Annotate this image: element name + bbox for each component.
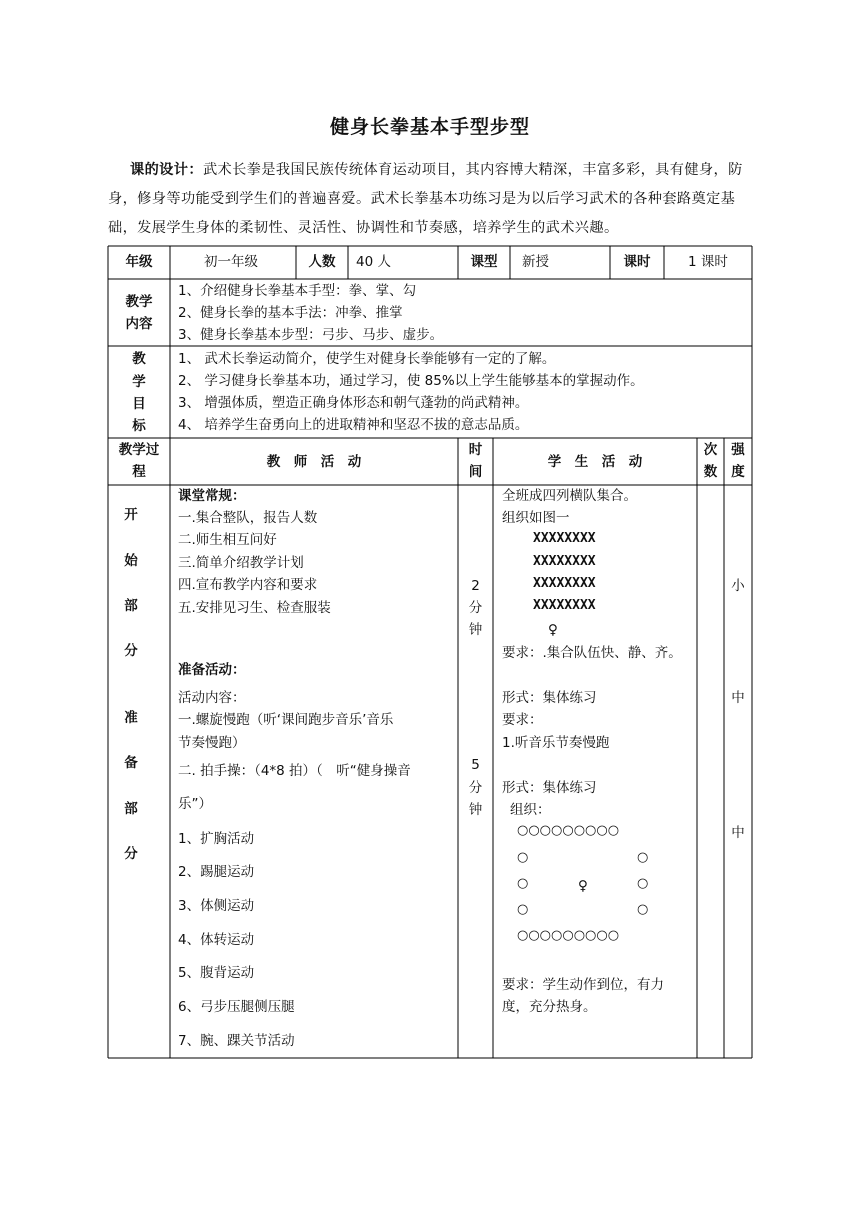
circle-formation-top: ○○○○○○○○○: [517, 823, 620, 838]
stage-char: 分: [124, 643, 138, 659]
time-1-unit-a: 分: [468, 600, 483, 616]
student-text: 形式：集体练习: [502, 690, 597, 706]
student-text: 要求：: [502, 712, 543, 728]
circle-formation-side: ○: [637, 850, 649, 865]
goals-label-char: 学: [132, 374, 146, 390]
circle-formation-side: ○: [517, 876, 529, 891]
header-times-2: 数: [703, 464, 718, 480]
header-teacher: 教 师 活 动: [266, 454, 362, 470]
stage-char: 备: [124, 755, 138, 771]
goal-item: 1、 武术长拳运动简介，使学生对健身长拳能够有一定的了解。: [178, 351, 556, 367]
routine-item: 五.安排见习生、检查服装: [178, 600, 331, 616]
header-process-2: 程: [132, 464, 146, 480]
design-text: 武术长拳是我国民族传统体育运动项目，其内容博大精深，丰富多彩，具有健身，防身，修身等功能受到学生们的普遍喜爱。武术长拳基本功练习是为以后学习武术的各种套路奠定基础，发展学生身体的柔韧性、灵活性、协调性和节奏感，培养学生的武术兴趣。: [108, 162, 743, 236]
goals-label-char: 目: [132, 396, 146, 412]
header-time-2: 间: [468, 464, 483, 480]
exercise-item: 2、踢腿运动: [178, 864, 255, 880]
content-item: 3、健身长拳基本步型：弓步、马步、虚步。: [178, 327, 444, 343]
teacher-center-symbol: ♀: [578, 878, 588, 894]
circle-formation-bottom: ○○○○○○○○○: [517, 928, 620, 943]
stage-char: 开: [124, 507, 138, 523]
goal-item: 3、 增强体质，塑造正确身体形态和朝气蓬勃的尚武精神。: [178, 395, 529, 411]
stage-char: 准: [124, 710, 138, 726]
student-text: 要求：.集合队伍快、静、齐。: [502, 645, 682, 661]
student-text: 全班成四列横队集合。: [502, 488, 637, 504]
header-process-1: 教学过: [118, 442, 160, 458]
student-text: 要求：学生动作到位，有力: [502, 977, 664, 993]
exercise-item: 7、腕、踝关节活动: [178, 1033, 295, 1049]
circle-formation-side: ○: [637, 876, 649, 891]
stage-char: 分: [124, 846, 138, 862]
stage-char: 始: [124, 553, 138, 569]
prep-item-2a: 二. 拍手操：（4*8 拍）（ 听“健身操音: [178, 763, 411, 779]
type-label: 课型: [470, 254, 498, 270]
routine-item: 三.简单介绍教学计划: [178, 555, 304, 571]
teacher-position-symbol: ♀: [548, 622, 558, 638]
time-2-unit-a: 分: [468, 780, 483, 796]
prep-title: 准备活动：: [178, 662, 246, 678]
time-1-number: 2: [471, 578, 480, 594]
prep-item-2b: 乐”）: [178, 796, 212, 812]
grade-label: 年级: [125, 254, 153, 270]
student-text: 度，充分热身。: [502, 999, 597, 1015]
header-student: 学 生 活 动: [547, 454, 643, 470]
routine-item: 二.师生相互问好: [178, 532, 277, 548]
intensity-value: 中: [731, 825, 745, 841]
hours-label: 课时: [623, 254, 651, 270]
formation-row: XXXXXXXX: [533, 554, 596, 569]
header-intensity-2: 度: [731, 464, 745, 480]
header-times-1: 次: [703, 442, 718, 458]
header-time-1: 时: [468, 442, 483, 458]
goal-item: 2、 学习健身长拳基本功，通过学习，使 85%以上学生能够基本的掌握动作。: [178, 373, 644, 389]
time-2-number: 5: [471, 757, 480, 773]
prep-content: 活动内容：: [178, 690, 246, 706]
routine-item: 四.宣布教学内容和要求: [178, 577, 318, 593]
type-value: 新授: [522, 254, 549, 270]
content-label-1: 教学: [125, 294, 153, 310]
design-label: 课的设计：: [130, 162, 203, 178]
student-text: 1.听音乐节奏慢跑: [502, 735, 610, 751]
time-2-unit-b: 钟: [468, 802, 483, 818]
goals-label-char: 教: [132, 351, 146, 367]
intensity-value: 中: [731, 690, 745, 706]
grade-value: 初一年级: [204, 254, 258, 270]
routine-item: 一.集合整队，报告人数: [178, 510, 318, 526]
prep-item-1a: 一.螺旋慢跑（听‘课间跑步音乐’音乐: [178, 712, 394, 728]
student-text: 形式：集体练习: [502, 780, 597, 796]
exercise-item: 1、扩胸活动: [178, 831, 255, 847]
circle-formation-side: ○: [637, 902, 649, 917]
formation-row: XXXXXXXX: [533, 598, 596, 613]
hours-value: 1 课时: [688, 254, 728, 270]
prep-item-1b: 节奏慢跑）: [178, 735, 246, 751]
header-intensity-1: 强: [731, 442, 745, 458]
stage-char: 部: [124, 801, 138, 817]
content-item: 2、健身长拳的基本手法：冲拳、推掌: [178, 305, 403, 321]
content-item: 1、介绍健身长拳基本手型：拳、掌、勾: [178, 283, 417, 299]
formation-row: XXXXXXXX: [533, 531, 596, 546]
intensity-value: 小: [731, 578, 745, 594]
routine-title: 课堂常规：: [178, 488, 246, 504]
count-label: 人数: [308, 254, 336, 270]
exercise-item: 5、腹背运动: [178, 965, 255, 981]
formation-row: XXXXXXXX: [533, 576, 596, 591]
stage-char: 部: [124, 598, 138, 614]
circle-formation-side: ○: [517, 850, 529, 865]
content-label-2: 内容: [125, 316, 153, 332]
exercise-item: 4、体转运动: [178, 932, 255, 948]
time-1-unit-b: 钟: [468, 622, 483, 638]
student-text: 组织：: [510, 802, 551, 818]
count-value: 40 人: [356, 254, 391, 270]
page-title: 健身长拳基本手型步型: [329, 116, 530, 138]
exercise-item: 6、弓步压腿侧压腿: [178, 999, 295, 1015]
goals-label-char: 标: [132, 418, 146, 434]
circle-formation-side: ○: [517, 902, 529, 917]
lesson-design: [108, 156, 748, 243]
goal-item: 4、 培养学生奋勇向上的进取精神和坚忍不拔的意志品质。: [178, 417, 529, 433]
student-text: 组织如图一: [502, 510, 570, 526]
exercise-item: 3、体侧运动: [178, 898, 255, 914]
